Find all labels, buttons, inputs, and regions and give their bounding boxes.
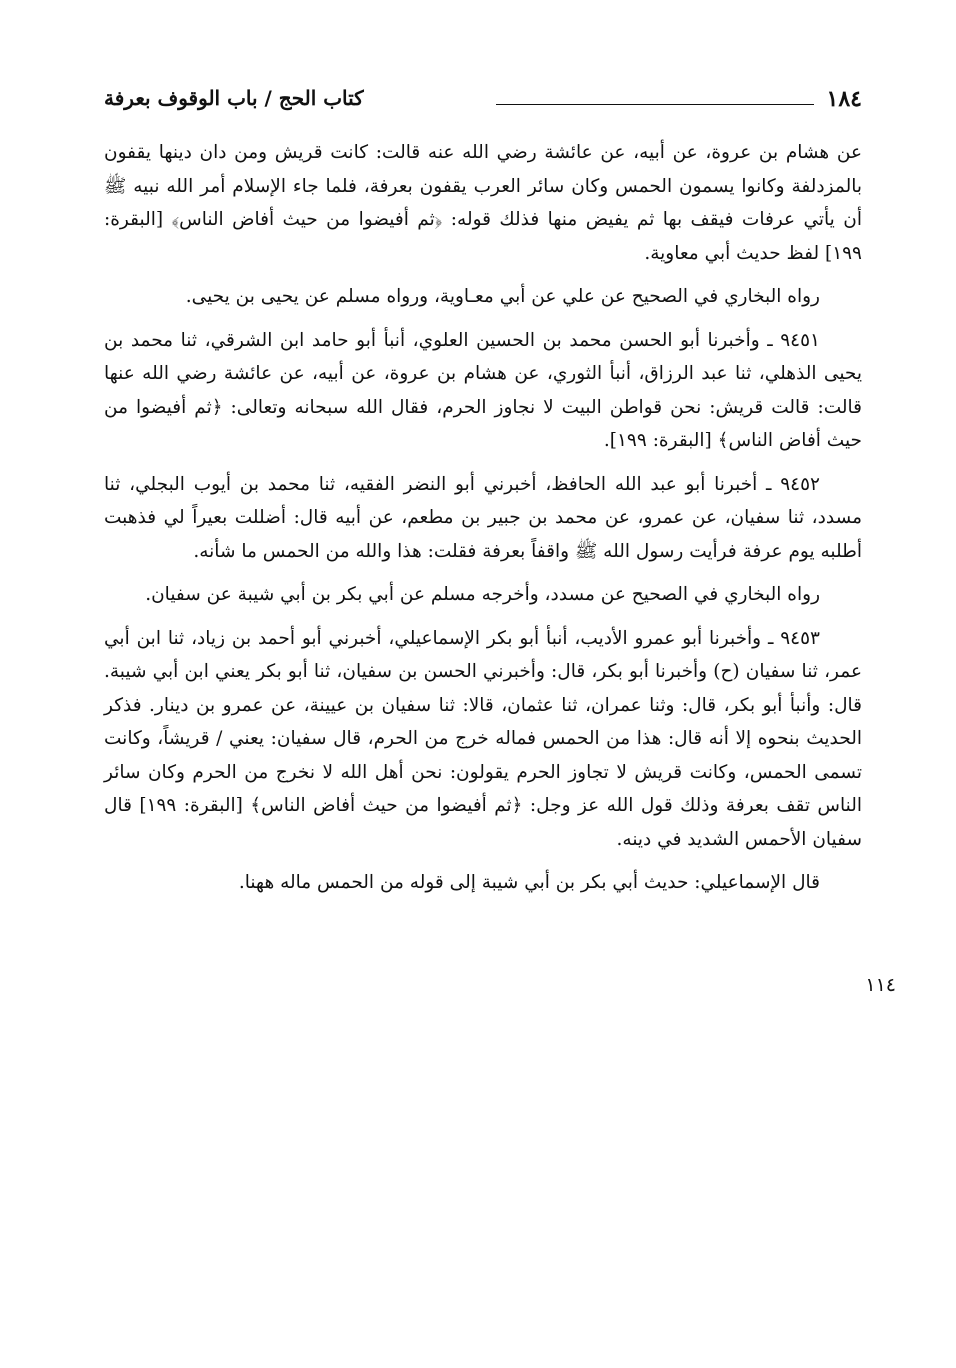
page-body <box>104 136 862 910</box>
header-rule <box>496 104 814 105</box>
paragraph-commentary-2: رواه البخاري في الصحيح عن مسدد، وأخرجه مسلم عن أبي بكر بن أبي شيبة عن سفيان. <box>145 584 820 605</box>
paragraph-hadith-9452: ٩٤٥٢ ـ أخبرنا أبو عبد الله الحافظ، أخبرني أبو النضر الفقيه، ثنا محمد بن أيوب البجلي، ثنا مسدد، ثنا سفيان، عن عمرو، عن محمد بن جبير بن مطعم، عن أبيه قال: أضللت بعيراً لي فذهبت أطلبه يوم عرفة فرأيت رسول الله ﷺ واقفاً بعرفة فقلت: هذا والله من الحمس ما شأنه. <box>104 473 862 562</box>
page-number: ١٨٤ <box>826 86 862 112</box>
paragraph-commentary-1: رواه البخاري في الصحيح عن علي عن أبي معـاوية، ورواه مسلم عن يحيى بن يحيى. <box>185 286 820 307</box>
margin-manuscript-folio: ١١٤ <box>865 974 896 996</box>
paragraph-commentary-3: قال الإسماعيلي: حديث أبي بكر بن أبي شيبة إلى قوله من الحمس ماله ههنا. <box>238 872 820 893</box>
paragraph-hadith-9451: ٩٤٥١ ـ وأخبرنا أبو الحسن محمد بن الحسين العلوي، أنبأ أبو حامد ابن الشرقي، ثنا محمد بن يحيى الذهلي، ثنا عبد الرزاق، أنبأ الثوري، عن هشام بن عروة، عن أبيه، عن عائشة رضي الله عنها قالت: قالت قريش: نحن قواطن البيت لا نجاوز الحرم، فقال الله سبحانه وتعالى: ﴿ثم أفيضوا من حيث أفاض الناس﴾ [البقرة: ١٩٩]. <box>104 329 862 451</box>
page-header <box>104 84 862 118</box>
running-title: كتاب الحج / باب الوقوف بعرفة <box>104 86 364 110</box>
paragraph-continuation: عن هشام بن عروة، عن أبيه، عن عائشة رضي الله عنه قالت: كانت قريش ومن دان دينها يقفون بالمزدلفة وكانوا يسمون الحمس وكان سائر العرب يقفون بعرفة، فلما جاء الإسلام أمر الله نبيه ﷺ أن يأتي عرفات فيقف بها ثم يفيض منها فذلك قوله: ﴿ثم أفيضوا من حيث أفاض الناس﴾ [البقرة: ١٩٩] لفظ حديث أبي معاوية. <box>104 142 863 264</box>
paragraph-hadith-9453: ٩٤٥٣ ـ وأخبرنا أبو عمرو الأديب، أنبأ أبو بكر الإسماعيلي، أخبرني أبو أحمد بن زياد، ثنا ابن أبي عمر، ثنا سفيان (ح) وأخبرنا أبو بكر، قال: وأخبرني الحسن بن سفيان، ثنا أبو بكر يعني ابن أبي شيبة. قال: وأنبأ أبو بكر، قال: وثنا عمران، ثنا عثمان، قالا: ثنا سفيان بن عيينة، عن عمرو بن دينار. فذكر الحديث بنحوه إلا أنه قال: هذا من الحمس فماله خرج من الحرم، قال سفيان: يعني / قريشاً، وكانت تسمى الحمس، وكانت قريش لا تجاوز الحرم يقولون: نحن أهل الله لا نخرج من الحرم وكان سائر الناس تقف بعرفة وذلك قول الله عز وجل: ﴿ثم أفيضوا من حيث أفاض الناس﴾ [البقرة: ١٩٩] قال سفيان الأحمس الشديد في دينه. <box>104 627 862 850</box>
